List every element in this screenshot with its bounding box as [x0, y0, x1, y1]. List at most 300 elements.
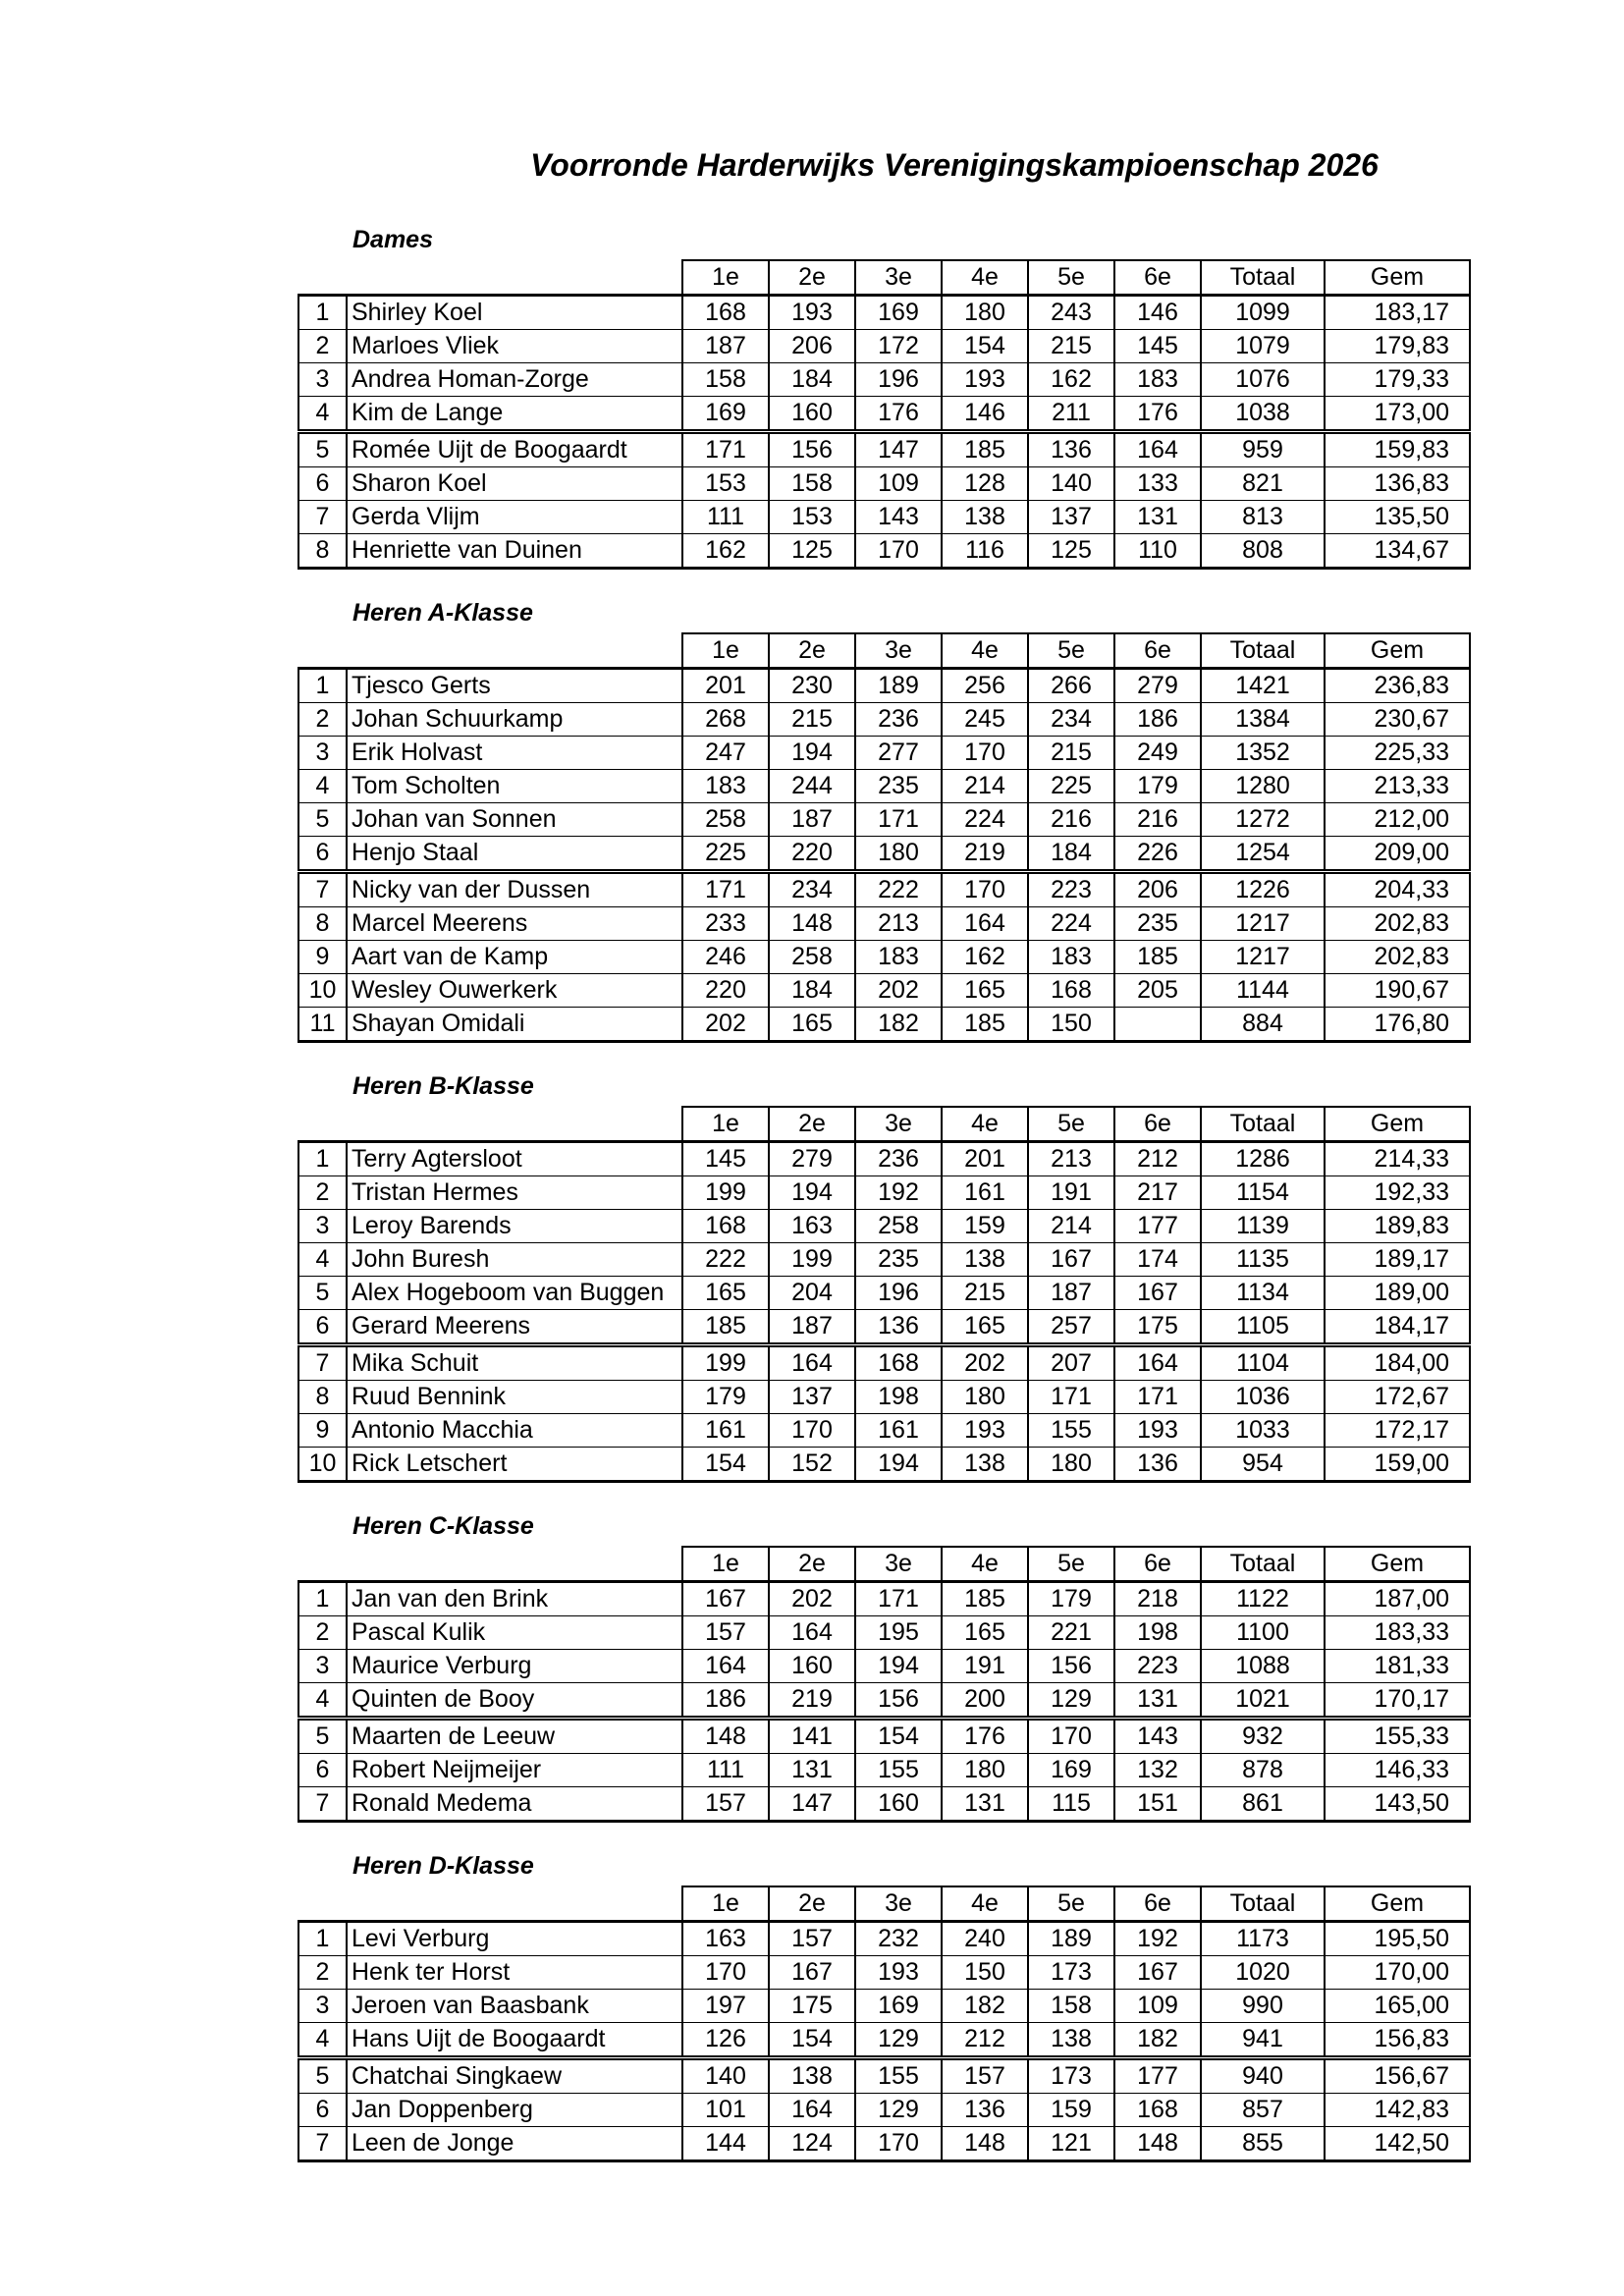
score-cell: 125 [1028, 534, 1114, 569]
score-cell: 215 [769, 703, 855, 737]
average-cell: 202,83 [1325, 907, 1470, 941]
header-empty [298, 260, 347, 296]
score-cell: 243 [1028, 296, 1114, 330]
score-cell: 138 [942, 501, 1028, 534]
column-header: 4e [942, 633, 1028, 669]
score-cell: 179 [1028, 1582, 1114, 1616]
score-cell: 163 [682, 1922, 769, 1956]
average-cell: 156,83 [1325, 2023, 1470, 2058]
score-cell: 216 [1114, 803, 1201, 837]
score-cell: 148 [942, 2127, 1028, 2161]
section-3 [298, 1506, 1471, 1823]
total-cell: 1122 [1201, 1582, 1325, 1616]
score-cell: 234 [769, 872, 855, 907]
score-cell: 191 [942, 1650, 1028, 1683]
rank-cell: 5 [298, 432, 347, 467]
name-cell: Aart van de Kamp [347, 941, 682, 974]
average-cell: 190,67 [1325, 974, 1470, 1008]
average-cell: 172,17 [1325, 1414, 1470, 1448]
score-cell: 234 [1028, 703, 1114, 737]
score-cell: 219 [942, 837, 1028, 872]
total-cell: 990 [1201, 1990, 1325, 2023]
score-cell: 222 [855, 872, 942, 907]
score-cell: 266 [1028, 669, 1114, 703]
score-cell: 144 [682, 2127, 769, 2161]
total-cell: 1254 [1201, 837, 1325, 872]
average-cell: 189,83 [1325, 1210, 1470, 1243]
score-cell: 170 [682, 1956, 769, 1990]
rank-cell: 2 [298, 703, 347, 737]
column-header: 3e [855, 1547, 942, 1582]
name-cell: Gerda Vlijm [347, 501, 682, 534]
table-row [298, 467, 1470, 501]
score-cell: 176 [1114, 397, 1201, 432]
score-cell: 131 [1114, 1683, 1201, 1719]
total-cell: 855 [1201, 2127, 1325, 2161]
score-cell: 199 [769, 1243, 855, 1277]
score-cell: 132 [1114, 1754, 1201, 1787]
score-cell: 136 [855, 1310, 942, 1345]
score-cell: 156 [769, 432, 855, 467]
rank-cell: 5 [298, 1719, 347, 1754]
results-table [298, 1106, 1471, 1483]
score-cell: 213 [855, 907, 942, 941]
score-cell: 145 [1114, 330, 1201, 363]
total-cell: 1217 [1201, 941, 1325, 974]
score-cell: 160 [769, 1650, 855, 1683]
score-cell: 212 [942, 2023, 1028, 2058]
score-cell: 165 [682, 1277, 769, 1310]
score-cell: 131 [942, 1787, 1028, 1822]
rank-cell: 9 [298, 941, 347, 974]
score-cell: 221 [1028, 1616, 1114, 1650]
score-cell: 148 [1114, 2127, 1201, 2161]
column-header: Totaal [1201, 260, 1325, 296]
rank-cell: 5 [298, 1277, 347, 1310]
rank-cell: 5 [298, 2058, 347, 2094]
column-header: 6e [1114, 260, 1201, 296]
results-table [298, 1886, 1471, 2162]
score-cell: 186 [682, 1683, 769, 1719]
section-title: Heren B-Klasse [352, 1072, 534, 1100]
total-cell: 1104 [1201, 1345, 1325, 1381]
name-cell: Jan Doppenberg [347, 2094, 682, 2127]
table-row [298, 974, 1470, 1008]
name-cell: Ruud Bennink [347, 1381, 682, 1414]
total-cell: 1020 [1201, 1956, 1325, 1990]
rank-cell: 4 [298, 1243, 347, 1277]
score-cell: 230 [769, 669, 855, 703]
table-row [298, 432, 1470, 467]
total-cell: 1033 [1201, 1414, 1325, 1448]
header-empty [347, 633, 682, 669]
average-cell: 195,50 [1325, 1922, 1470, 1956]
section-1 [298, 593, 1471, 1043]
score-cell: 167 [682, 1582, 769, 1616]
average-cell: 202,83 [1325, 941, 1470, 974]
total-cell: 1099 [1201, 296, 1325, 330]
header-row [298, 633, 1470, 669]
page-title: Voorronde Harderwijks Verenigingskampioenschap 2026 [530, 147, 1379, 183]
column-header: 6e [1114, 633, 1201, 669]
score-cell: 109 [1114, 1990, 1201, 2023]
score-cell: 236 [855, 1142, 942, 1176]
score-cell [1114, 1008, 1201, 1042]
name-cell: Marcel Meerens [347, 907, 682, 941]
average-cell: 159,83 [1325, 432, 1470, 467]
rank-cell: 10 [298, 1448, 347, 1482]
score-cell: 202 [855, 974, 942, 1008]
score-cell: 215 [1028, 330, 1114, 363]
average-cell: 213,33 [1325, 770, 1470, 803]
total-cell: 1352 [1201, 737, 1325, 770]
rank-cell: 3 [298, 737, 347, 770]
average-cell: 189,17 [1325, 1243, 1470, 1277]
column-header: Gem [1325, 1107, 1470, 1142]
table-row [298, 1787, 1470, 1822]
total-cell: 1135 [1201, 1243, 1325, 1277]
score-cell: 159 [942, 1210, 1028, 1243]
average-cell: 142,50 [1325, 2127, 1470, 2161]
column-header: Totaal [1201, 633, 1325, 669]
score-cell: 240 [942, 1922, 1028, 1956]
score-cell: 187 [769, 1310, 855, 1345]
name-cell: Johan van Sonnen [347, 803, 682, 837]
table-row [298, 1650, 1470, 1683]
score-cell: 171 [1114, 1381, 1201, 1414]
rank-cell: 2 [298, 1616, 347, 1650]
score-cell: 183 [1028, 941, 1114, 974]
rank-cell: 1 [298, 296, 347, 330]
header-empty [347, 1547, 682, 1582]
score-cell: 148 [769, 907, 855, 941]
score-cell: 198 [855, 1381, 942, 1414]
average-cell: 189,00 [1325, 1277, 1470, 1310]
name-cell: Maurice Verburg [347, 1650, 682, 1683]
table-row [298, 770, 1470, 803]
score-cell: 161 [682, 1414, 769, 1448]
average-cell: 135,50 [1325, 501, 1470, 534]
score-cell: 182 [1114, 2023, 1201, 2058]
score-cell: 101 [682, 2094, 769, 2127]
score-cell: 164 [769, 2094, 855, 2127]
rank-cell: 3 [298, 1990, 347, 2023]
total-cell: 1038 [1201, 397, 1325, 432]
column-header: 3e [855, 1107, 942, 1142]
column-header: 2e [769, 1886, 855, 1922]
average-cell: 181,33 [1325, 1650, 1470, 1683]
table-row [298, 296, 1470, 330]
score-cell: 179 [682, 1381, 769, 1414]
score-cell: 168 [682, 1210, 769, 1243]
score-cell: 131 [769, 1754, 855, 1787]
header-row [298, 260, 1470, 296]
score-cell: 196 [855, 1277, 942, 1310]
total-cell: 940 [1201, 2058, 1325, 2094]
score-cell: 138 [1028, 2023, 1114, 2058]
average-cell: 142,83 [1325, 2094, 1470, 2127]
score-cell: 222 [682, 1243, 769, 1277]
table-row [298, 907, 1470, 941]
name-cell: Marloes Vliek [347, 330, 682, 363]
score-cell: 245 [942, 703, 1028, 737]
score-cell: 138 [769, 2058, 855, 2094]
score-cell: 217 [1114, 1176, 1201, 1210]
score-cell: 219 [769, 1683, 855, 1719]
score-cell: 194 [769, 1176, 855, 1210]
rank-cell: 4 [298, 1683, 347, 1719]
table-row [298, 803, 1470, 837]
score-cell: 180 [942, 1754, 1028, 1787]
name-cell: Ronald Medema [347, 1787, 682, 1822]
score-cell: 126 [682, 2023, 769, 2058]
total-cell: 1226 [1201, 872, 1325, 907]
score-cell: 157 [682, 1787, 769, 1822]
score-cell: 213 [1028, 1142, 1114, 1176]
column-header: 1e [682, 1886, 769, 1922]
score-cell: 169 [855, 1990, 942, 2023]
table-row [298, 534, 1470, 569]
table-row [298, 1210, 1470, 1243]
total-cell: 932 [1201, 1719, 1325, 1754]
section-title: Heren D-Klasse [352, 1852, 534, 1880]
total-cell: 1036 [1201, 1381, 1325, 1414]
score-cell: 233 [682, 907, 769, 941]
column-header: Totaal [1201, 1547, 1325, 1582]
score-cell: 258 [682, 803, 769, 837]
column-header: 2e [769, 633, 855, 669]
total-cell: 857 [1201, 2094, 1325, 2127]
score-cell: 169 [1028, 1754, 1114, 1787]
total-cell: 1421 [1201, 669, 1325, 703]
score-cell: 187 [1028, 1277, 1114, 1310]
score-cell: 201 [682, 669, 769, 703]
table-row [298, 1719, 1470, 1754]
score-cell: 162 [1028, 363, 1114, 397]
table-row [298, 1616, 1470, 1650]
total-cell: 808 [1201, 534, 1325, 569]
table-row [298, 1176, 1470, 1210]
score-cell: 164 [942, 907, 1028, 941]
average-cell: 176,80 [1325, 1008, 1470, 1042]
average-cell: 183,33 [1325, 1616, 1470, 1650]
average-cell: 225,33 [1325, 737, 1470, 770]
score-cell: 186 [1114, 703, 1201, 737]
column-header: 5e [1028, 1547, 1114, 1582]
score-cell: 159 [1028, 2094, 1114, 2127]
table-row [298, 1142, 1470, 1176]
score-cell: 146 [942, 397, 1028, 432]
average-cell: 209,00 [1325, 837, 1470, 872]
score-cell: 177 [1114, 1210, 1201, 1243]
score-cell: 176 [855, 397, 942, 432]
score-cell: 199 [682, 1176, 769, 1210]
total-cell: 1286 [1201, 1142, 1325, 1176]
column-header: Totaal [1201, 1886, 1325, 1922]
score-cell: 183 [855, 941, 942, 974]
table-row [298, 2127, 1470, 2161]
score-cell: 111 [682, 1754, 769, 1787]
name-cell: Tom Scholten [347, 770, 682, 803]
total-cell: 1144 [1201, 974, 1325, 1008]
column-header: 4e [942, 260, 1028, 296]
score-cell: 129 [855, 2023, 942, 2058]
score-cell: 226 [1114, 837, 1201, 872]
average-cell: 179,33 [1325, 363, 1470, 397]
name-cell: Sharon Koel [347, 467, 682, 501]
column-header: 6e [1114, 1547, 1201, 1582]
score-cell: 198 [1114, 1616, 1201, 1650]
score-cell: 184 [1028, 837, 1114, 872]
section-0 [298, 220, 1471, 570]
name-cell: Jan van den Brink [347, 1582, 682, 1616]
score-cell: 167 [1114, 1277, 1201, 1310]
table-row [298, 1990, 1470, 2023]
column-header: Gem [1325, 260, 1470, 296]
score-cell: 124 [769, 2127, 855, 2161]
score-cell: 182 [855, 1008, 942, 1042]
rank-cell: 3 [298, 1210, 347, 1243]
column-header: 6e [1114, 1107, 1201, 1142]
score-cell: 110 [1114, 534, 1201, 569]
score-cell: 202 [682, 1008, 769, 1042]
section-title: Dames [352, 226, 433, 253]
average-cell: 183,17 [1325, 296, 1470, 330]
section-title: Heren C-Klasse [352, 1512, 534, 1540]
name-cell: Tjesco Gerts [347, 669, 682, 703]
score-cell: 192 [855, 1176, 942, 1210]
name-cell: Shirley Koel [347, 296, 682, 330]
column-header: 1e [682, 633, 769, 669]
results-table [298, 1546, 1471, 1823]
score-cell: 170 [942, 872, 1028, 907]
score-cell: 154 [769, 2023, 855, 2058]
score-cell: 136 [1114, 1448, 1201, 1482]
total-cell: 954 [1201, 1448, 1325, 1482]
score-cell: 206 [1114, 872, 1201, 907]
rank-cell: 1 [298, 1582, 347, 1616]
score-cell: 191 [1028, 1176, 1114, 1210]
score-cell: 176 [942, 1719, 1028, 1754]
table-row [298, 872, 1470, 907]
table-row [298, 1310, 1470, 1345]
score-cell: 202 [942, 1345, 1028, 1381]
column-header: 4e [942, 1886, 1028, 1922]
score-cell: 204 [769, 1277, 855, 1310]
average-cell: 155,33 [1325, 1719, 1470, 1754]
score-cell: 160 [769, 397, 855, 432]
score-cell: 185 [682, 1310, 769, 1345]
score-cell: 145 [682, 1142, 769, 1176]
score-cell: 179 [1114, 770, 1201, 803]
name-cell: Leroy Barends [347, 1210, 682, 1243]
score-cell: 168 [682, 296, 769, 330]
rank-cell: 2 [298, 330, 347, 363]
score-cell: 172 [855, 330, 942, 363]
average-cell: 146,33 [1325, 1754, 1470, 1787]
name-cell: Antonio Macchia [347, 1414, 682, 1448]
name-cell: Mika Schuit [347, 1345, 682, 1381]
table-row [298, 1414, 1470, 1448]
score-cell: 193 [855, 1956, 942, 1990]
rank-cell: 9 [298, 1414, 347, 1448]
total-cell: 1105 [1201, 1310, 1325, 1345]
score-cell: 215 [942, 1277, 1028, 1310]
rank-cell: 1 [298, 1142, 347, 1176]
name-cell: Henk ter Horst [347, 1956, 682, 1990]
score-cell: 164 [769, 1345, 855, 1381]
score-cell: 279 [769, 1142, 855, 1176]
name-cell: Gerard Meerens [347, 1310, 682, 1345]
average-cell: 236,83 [1325, 669, 1470, 703]
average-cell: 134,67 [1325, 534, 1470, 569]
score-cell: 158 [769, 467, 855, 501]
name-cell: Romée Uijt de Boogaardt [347, 432, 682, 467]
section-2 [298, 1066, 1471, 1483]
rank-cell: 2 [298, 1956, 347, 1990]
score-cell: 185 [942, 432, 1028, 467]
column-header: 4e [942, 1547, 1028, 1582]
score-cell: 185 [1114, 941, 1201, 974]
score-cell: 136 [942, 2094, 1028, 2127]
total-cell: 821 [1201, 467, 1325, 501]
score-cell: 167 [1028, 1243, 1114, 1277]
column-header: 6e [1114, 1886, 1201, 1922]
table-row [298, 363, 1470, 397]
rank-cell: 11 [298, 1008, 347, 1042]
table-row [298, 501, 1470, 534]
score-cell: 140 [1028, 467, 1114, 501]
score-cell: 157 [942, 2058, 1028, 2094]
score-cell: 183 [1114, 363, 1201, 397]
header-empty [347, 1107, 682, 1142]
column-header: 4e [942, 1107, 1028, 1142]
total-cell: 1021 [1201, 1683, 1325, 1719]
column-header: 5e [1028, 1107, 1114, 1142]
table-row [298, 1243, 1470, 1277]
score-cell: 150 [1028, 1008, 1114, 1042]
table-row [298, 1345, 1470, 1381]
header-row [298, 1107, 1470, 1142]
score-cell: 111 [682, 501, 769, 534]
score-cell: 155 [1028, 1414, 1114, 1448]
name-cell: Tristan Hermes [347, 1176, 682, 1210]
score-cell: 247 [682, 737, 769, 770]
score-cell: 167 [769, 1956, 855, 1990]
score-cell: 129 [855, 2094, 942, 2127]
score-cell: 155 [855, 1754, 942, 1787]
score-cell: 224 [942, 803, 1028, 837]
score-cell: 170 [942, 737, 1028, 770]
name-cell: Kim de Lange [347, 397, 682, 432]
table-row [298, 941, 1470, 974]
score-cell: 185 [942, 1008, 1028, 1042]
name-cell: Erik Holvast [347, 737, 682, 770]
column-header: 3e [855, 1886, 942, 1922]
name-cell: Henriette van Duinen [347, 534, 682, 569]
rank-cell: 6 [298, 467, 347, 501]
rank-cell: 1 [298, 669, 347, 703]
score-cell: 165 [769, 1008, 855, 1042]
score-cell: 235 [1114, 907, 1201, 941]
score-cell: 201 [942, 1142, 1028, 1176]
total-cell: 1134 [1201, 1277, 1325, 1310]
name-cell: Wesley Ouwerkerk [347, 974, 682, 1008]
score-cell: 170 [1028, 1719, 1114, 1754]
score-cell: 180 [942, 1381, 1028, 1414]
score-cell: 194 [855, 1448, 942, 1482]
score-cell: 152 [769, 1448, 855, 1482]
